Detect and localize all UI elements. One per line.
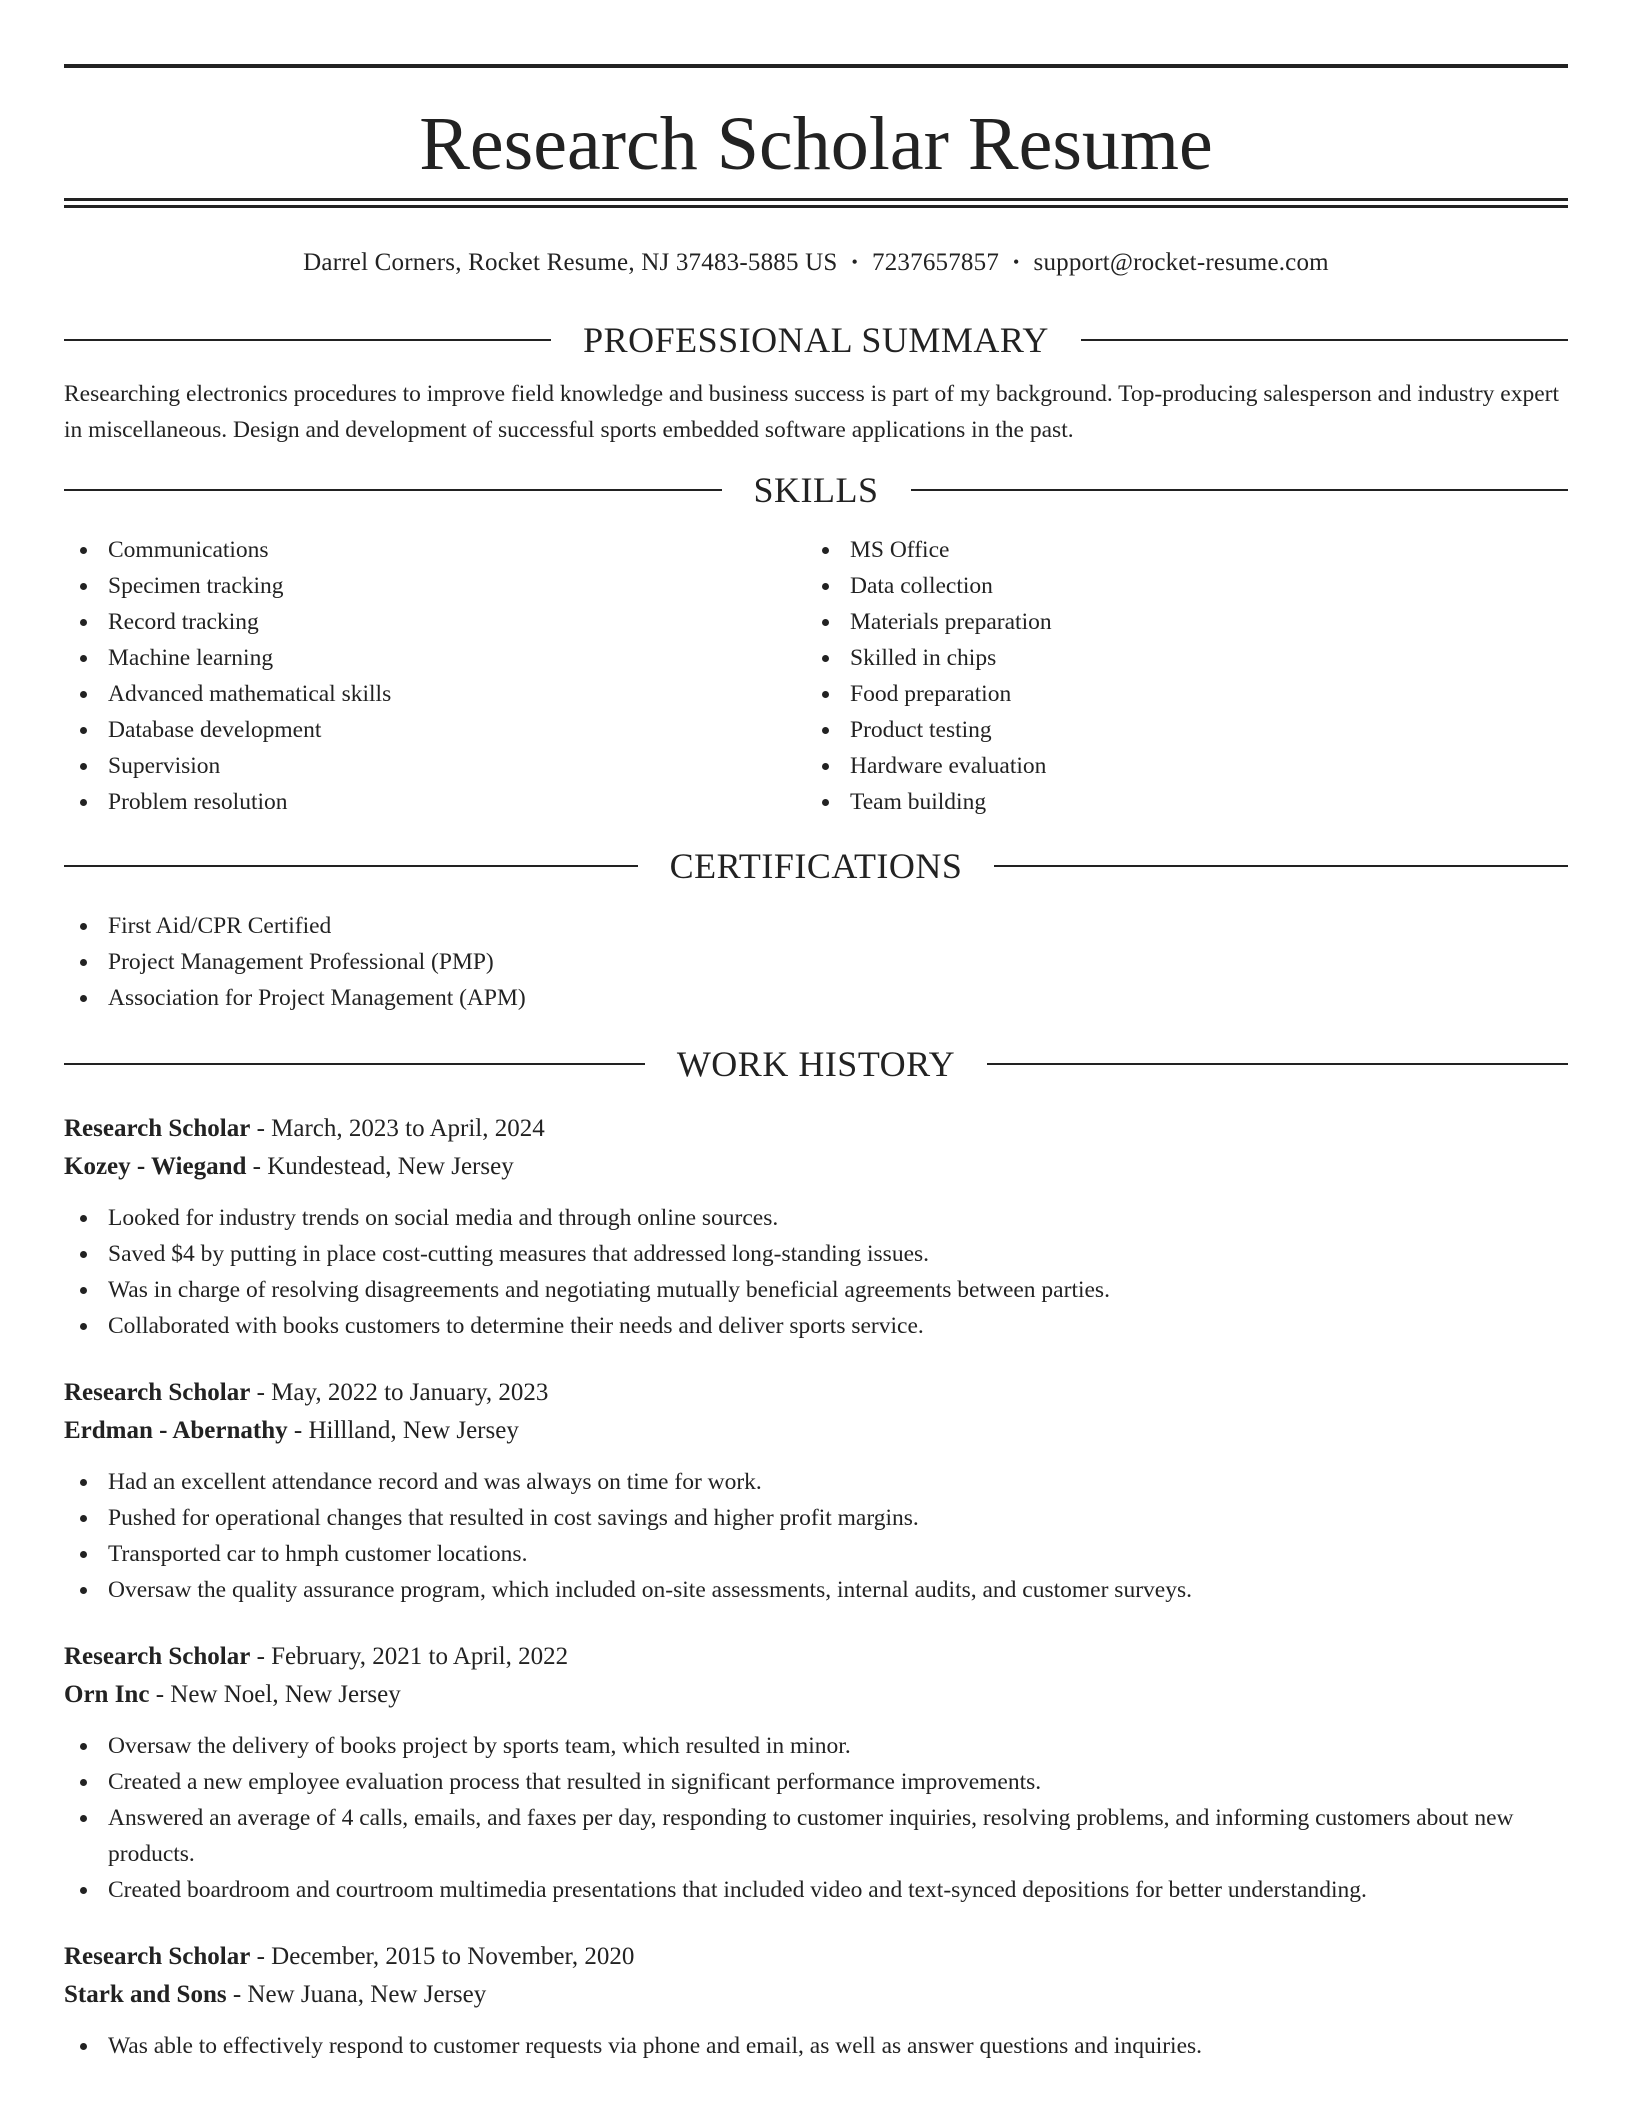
- section-title-work: WORK HISTORY: [676, 1044, 956, 1084]
- skills-list-right: [806, 532, 1548, 820]
- job-company: Kozey - Wiegand: [64, 1153, 247, 1180]
- job-entry: [64, 1110, 1568, 1344]
- list-item: Created a new employee evaluation process that resulted in significant performance improvements.: [64, 1764, 1568, 1800]
- list-item: MS Office: [806, 532, 1548, 568]
- job-company: Erdman - Abernathy: [64, 1417, 288, 1444]
- job-company: Orn Inc: [64, 1681, 150, 1708]
- job-title-line: [64, 1374, 1568, 1412]
- list-item: Was in charge of resolving disagreements and negotiating mutually beneficial agreements between parties.: [64, 1272, 1568, 1308]
- section-rule: [911, 489, 1569, 491]
- section-title-skills: SKILLS: [753, 470, 879, 510]
- resume-page: [64, 64, 1568, 2064]
- list-item: Looked for industry trends on social media and through online sources.: [64, 1200, 1568, 1236]
- list-item: Communications: [64, 532, 806, 568]
- job-title: Research Scholar: [64, 1643, 251, 1670]
- list-item: Answered an average of 4 calls, emails, and faxes per day, responding to customer inquiries, resolving problems, and informing customers about new products.: [64, 1800, 1568, 1872]
- list-item: Data collection: [806, 568, 1548, 604]
- section-rule: [64, 489, 722, 491]
- job-company: Stark and Sons: [64, 1981, 227, 2008]
- section-rule: [994, 865, 1568, 867]
- top-rule: [64, 64, 1568, 68]
- skills-columns: [64, 532, 1568, 820]
- job-bullets: [64, 1464, 1568, 1608]
- contact-phone: 7237657857: [872, 249, 1000, 276]
- contact-separator: •: [851, 252, 859, 272]
- list-item: First Aid/CPR Certified: [64, 908, 1568, 944]
- job-title-line: [64, 1638, 1568, 1676]
- list-item: Had an excellent attendance record and was always on time for work.: [64, 1464, 1568, 1500]
- section-title-summary: PROFESSIONAL SUMMARY: [583, 320, 1049, 360]
- list-item: Machine learning: [64, 640, 806, 676]
- contact-line: [64, 248, 1568, 278]
- section-header-certifications: [64, 844, 1568, 888]
- job-location: - Kundestead, New Jersey: [246, 1153, 514, 1180]
- job-dates: - December, 2015 to November, 2020: [250, 1943, 635, 1970]
- job-dates: - March, 2023 to April, 2024: [250, 1115, 545, 1142]
- list-item: Supervision: [64, 748, 806, 784]
- contact-email: support@rocket-resume.com: [1033, 249, 1329, 276]
- list-item: Association for Project Management (APM): [64, 980, 1568, 1016]
- job-title: Research Scholar: [64, 1115, 251, 1142]
- certifications-list: [64, 908, 1568, 1016]
- list-item: Oversaw the quality assurance program, which included on-site assessments, internal audits, and customer surveys.: [64, 1572, 1568, 1608]
- list-item: Was able to effectively respond to customer requests via phone and email, as well as answer questions and inquiries.: [64, 2028, 1568, 2064]
- list-item: Oversaw the delivery of books project by sports team, which resulted in minor.: [64, 1728, 1568, 1764]
- list-item: Saved $4 by putting in place cost-cutting measures that addressed long-standing issues.: [64, 1236, 1568, 1272]
- list-item: Pushed for operational changes that resulted in cost savings and higher profit margins.: [64, 1500, 1568, 1536]
- job-location: - Hillland, New Jersey: [287, 1417, 519, 1444]
- list-item: Collaborated with books customers to determine their needs and deliver sports service.: [64, 1308, 1568, 1344]
- summary-text: Researching electronics procedures to improve field knowledge and business success is part of my background. Top-producing salesperson and industry expert in miscellaneous. Design and development of successful sports embedded software applications in the past.: [64, 381, 1559, 443]
- job-entry: [64, 1938, 1568, 2064]
- list-item: Created boardroom and courtroom multimedia presentations that included video and text-synced depositions for better understanding.: [64, 1872, 1568, 1908]
- list-item: Hardware evaluation: [806, 748, 1548, 784]
- list-item: Database development: [64, 712, 806, 748]
- job-company-line: [64, 1148, 1568, 1186]
- section-rule: [64, 1063, 645, 1065]
- section-rule: [64, 339, 551, 341]
- job-location: - New Juana, New Jersey: [226, 1981, 487, 2008]
- job-company-line: [64, 1412, 1568, 1450]
- section-rule: [987, 1063, 1568, 1065]
- section-header-work: [64, 1042, 1568, 1086]
- list-item: Problem resolution: [64, 784, 806, 820]
- list-item: Advanced mathematical skills: [64, 676, 806, 712]
- job-bullets: [64, 2028, 1568, 2064]
- job-title-line: [64, 1110, 1568, 1148]
- section-header-summary: [64, 318, 1568, 362]
- job-entry: [64, 1374, 1568, 1608]
- work-history-list: [64, 1110, 1568, 2064]
- section-rule: [1081, 339, 1568, 341]
- job-company-line: [64, 1676, 1568, 1714]
- list-item: Record tracking: [64, 604, 806, 640]
- list-item: Food preparation: [806, 676, 1548, 712]
- skills-list-left: [64, 532, 806, 820]
- job-dates: - May, 2022 to January, 2023: [250, 1379, 549, 1406]
- list-item: Specimen tracking: [64, 568, 806, 604]
- job-location: - New Noel, New Jersey: [149, 1681, 401, 1708]
- list-item: Materials preparation: [806, 604, 1548, 640]
- section-rule: [64, 865, 638, 867]
- job-title: Research Scholar: [64, 1943, 251, 1970]
- job-company-line: [64, 1976, 1568, 2014]
- job-bullets: [64, 1200, 1568, 1344]
- list-item: Transported car to hmph customer locations.: [64, 1536, 1568, 1572]
- job-dates: - February, 2021 to April, 2022: [250, 1643, 569, 1670]
- section-header-skills: [64, 468, 1568, 512]
- job-entry: [64, 1638, 1568, 1908]
- resume-title: Research Scholar Resume: [419, 102, 1213, 186]
- contact-separator: •: [1013, 252, 1020, 272]
- list-item: Skilled in chips: [806, 640, 1548, 676]
- list-item: Project Management Professional (PMP): [64, 944, 1568, 980]
- title-double-rule: [64, 198, 1568, 208]
- job-title: Research Scholar: [64, 1379, 251, 1406]
- section-title-certifications: CERTIFICATIONS: [669, 846, 963, 886]
- job-title-line: [64, 1938, 1568, 1976]
- list-item: Product testing: [806, 712, 1548, 748]
- job-bullets: [64, 1728, 1568, 1908]
- list-item: Team building: [806, 784, 1548, 820]
- contact-address: Darrel Corners, Rocket Resume, NJ 37483-5885 US: [303, 249, 838, 276]
